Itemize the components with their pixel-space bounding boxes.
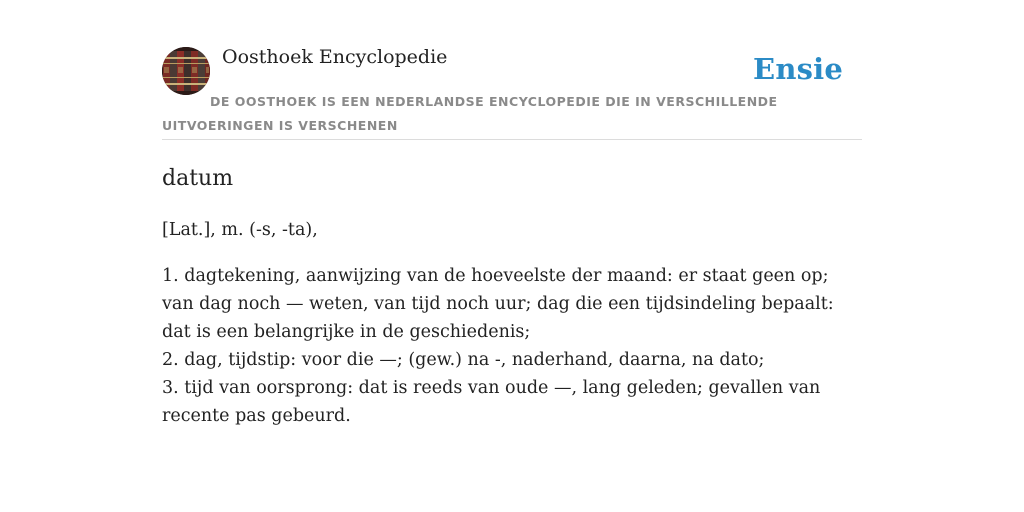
encyclopedia-books-icon	[162, 47, 210, 95]
definition-item: 1. dagtekening, aanwijzing van de hoeveelste der maand: er staat geen op; van dag noch — weten, van tijd noch uur; dag die een tijdsindeling bepaalt: dat is een belangrijke in de geschiedenis;	[162, 266, 834, 342]
entry-content	[162, 164, 864, 430]
entry-grammar: [Lat.], m. (-s, -ta),	[162, 220, 318, 240]
entry-term: datum	[162, 166, 234, 191]
source-header	[162, 46, 862, 140]
ensie-logo-link[interactable]: Ensie	[753, 52, 843, 86]
definition-item: 3. tijd van oorsprong: dat is reeds van oude —, lang geleden; gevallen van recente pas gebeurd.	[162, 378, 821, 426]
source-title[interactable]: Oosthoek Encyclopedie	[222, 46, 448, 68]
definition-list	[162, 262, 864, 430]
source-description: DE OOSTHOEK IS EEN NEDERLANDSE ENCYCLOPEDIE DIE IN VERSCHILLENDE UITVOERINGEN IS VERSCHENEN	[162, 94, 778, 133]
source-avatar[interactable]	[162, 47, 210, 95]
definition-item: 2. dag, tijdstip: voor die —; (gew.) na -, naderhand, daarna, na dato;	[162, 350, 765, 370]
